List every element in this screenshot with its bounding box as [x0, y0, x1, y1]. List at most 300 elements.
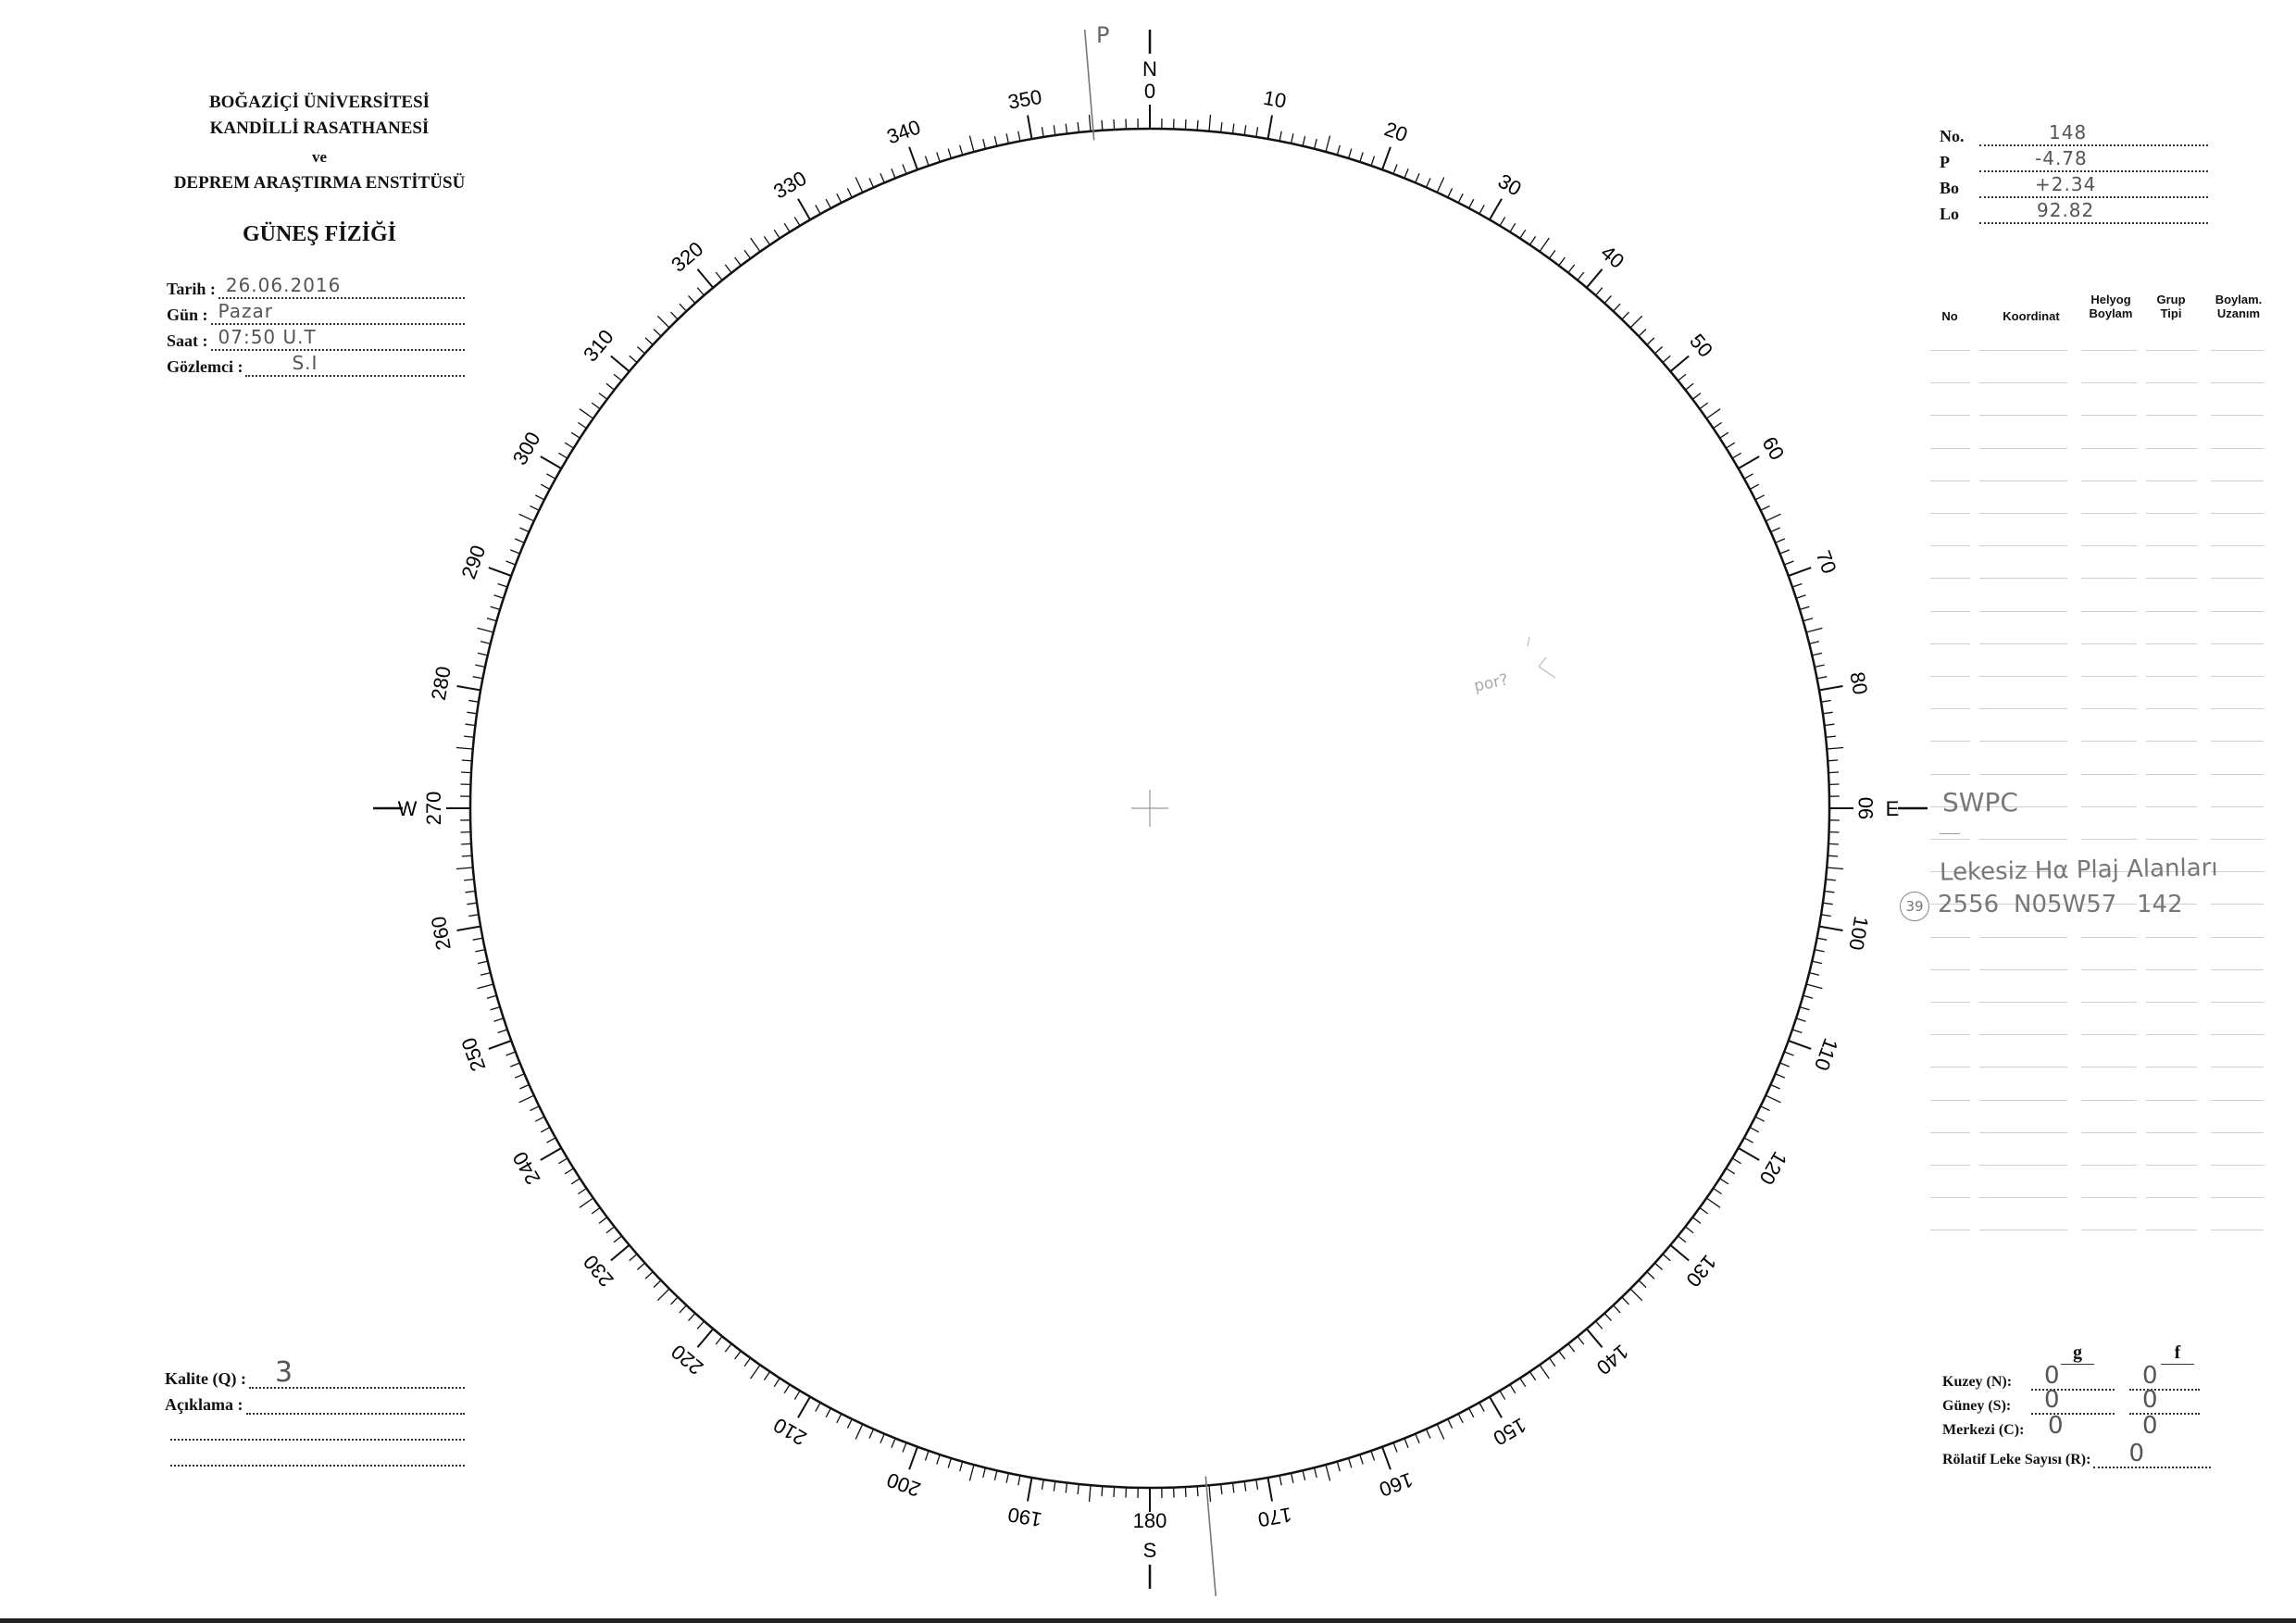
degree-tick [909, 1447, 917, 1470]
degree-tick [697, 288, 704, 295]
degree-tick [1490, 199, 1502, 220]
degree-tick [994, 1470, 997, 1480]
degree-tick [1078, 122, 1079, 132]
gun-label: Gün : [167, 306, 208, 324]
degree-tick [764, 236, 769, 244]
degree-tick [725, 1343, 731, 1352]
degree-tick [1766, 514, 1780, 521]
degree-tick [491, 606, 501, 609]
degree-tick [1796, 595, 1805, 598]
degree-tick [1197, 1486, 1198, 1496]
degree-tick [1823, 712, 1833, 714]
degree-tick [1437, 1424, 1444, 1439]
degree-tick [464, 736, 474, 737]
f-header: f [2161, 1342, 2194, 1365]
degree-label: 350 [1005, 84, 1044, 114]
degree-tick [510, 1063, 519, 1067]
col-header-tipi: Tipi [2160, 306, 2182, 320]
degree-label: 150 [1489, 1413, 1530, 1451]
degree-tick [466, 724, 476, 725]
degree-tick [903, 165, 906, 174]
degree-tick [774, 230, 780, 238]
degree-label: 130 [1681, 1250, 1721, 1292]
degree-tick [489, 568, 512, 576]
degree-tick [1714, 1188, 1722, 1193]
degree-tick [1812, 653, 1822, 655]
degree-tick [869, 178, 874, 187]
degree-tick [1604, 295, 1611, 303]
degree-tick [489, 1041, 512, 1049]
region-number: 2556 [1938, 891, 2000, 918]
degree-tick [1233, 124, 1234, 134]
degree-tick [1789, 568, 1812, 576]
degree-tick [1630, 316, 1642, 328]
degree-tick [671, 1297, 679, 1305]
saat-label: Saat : [167, 331, 208, 350]
degree-tick [1828, 855, 1838, 856]
east-value: 90 [1854, 796, 1878, 820]
guney-g: 0 [2044, 1386, 2061, 1414]
degree-tick [1823, 903, 1833, 905]
guney-f: 0 [2142, 1386, 2159, 1414]
degree-tick [1739, 456, 1760, 468]
degree-label: 80 [1845, 669, 1873, 697]
degree-tick [1692, 1217, 1701, 1224]
degree-tick [1028, 116, 1032, 140]
degree-tick [1828, 843, 1839, 844]
degree-tick [855, 178, 863, 193]
degree-tick [1221, 122, 1222, 132]
degree-tick [744, 250, 751, 258]
swpc-note: SWPC [1942, 787, 2018, 818]
bo-value: +2.34 [2035, 173, 2097, 195]
degree-tick [1828, 760, 1838, 761]
degree-tick [1279, 1476, 1281, 1486]
degree-label: 140 [1591, 1340, 1633, 1380]
degree-tick [478, 961, 488, 964]
degree-tick [1427, 1429, 1431, 1439]
degree-label: 290 [456, 542, 491, 582]
degree-tick [1549, 1358, 1555, 1367]
degree-tick [657, 1289, 669, 1301]
gozlemci-value: S.I [292, 352, 318, 374]
degree-tick [1448, 188, 1453, 197]
degree-tick [1244, 1481, 1246, 1492]
degree-tick [1416, 173, 1419, 182]
degree-tick [1727, 1168, 1735, 1174]
degree-tick [645, 338, 653, 345]
degree-label: 230 [579, 1250, 618, 1292]
degree-tick [1197, 120, 1198, 131]
degree-tick [1458, 1414, 1463, 1423]
degree-tick [1821, 915, 1831, 917]
degree-tick [462, 855, 472, 856]
degree-tick [1755, 495, 1765, 500]
degree-tick [456, 868, 473, 869]
degree-tick [1549, 250, 1555, 258]
degree-label: 110 [1809, 1035, 1843, 1074]
lo-value: 92.82 [2037, 199, 2095, 221]
degree-tick [1437, 178, 1444, 193]
degree-tick [1469, 1408, 1474, 1417]
degree-tick [498, 1030, 507, 1033]
plage-note: Lekesiz Hα Plaj Alanları [1939, 854, 2218, 887]
degree-tick [1540, 1365, 1549, 1379]
degree-tick [926, 156, 930, 166]
degree-tick [506, 561, 516, 565]
degree-tick [969, 1465, 974, 1480]
degree-label: 60 [1757, 432, 1790, 465]
degree-tick [1639, 1280, 1646, 1288]
degree-tick [1416, 1434, 1419, 1443]
degree-tick [614, 1236, 622, 1242]
degree-tick [541, 456, 562, 468]
degree-tick [937, 153, 940, 162]
degree-label: 50 [1685, 329, 1718, 362]
degree-tick [1792, 584, 1802, 588]
degree-tick [487, 995, 497, 998]
degree-tick [1655, 347, 1663, 354]
degree-tick [1268, 116, 1273, 140]
degree-tick [698, 269, 714, 288]
lo-label: Lo [1940, 205, 1960, 223]
degree-tick [698, 1329, 714, 1347]
degree-tick [1066, 1483, 1067, 1493]
degree-tick [1303, 1470, 1305, 1480]
degree-tick [519, 514, 534, 521]
north-label: N [1142, 57, 1157, 81]
degree-tick [487, 618, 497, 621]
degree-tick [784, 223, 790, 231]
degree-tick [461, 772, 471, 773]
degree-tick [1090, 1485, 1092, 1502]
degree-tick [1678, 1236, 1686, 1242]
degree-tick [1114, 1487, 1115, 1497]
degree-tick [630, 1255, 637, 1261]
degree-tick [1360, 153, 1363, 162]
region-number-badge: 39 [1900, 892, 1929, 921]
degree-tick [1792, 1030, 1802, 1033]
degree-tick [1803, 618, 1814, 621]
degree-tick [468, 701, 479, 703]
degree-tick [519, 1095, 534, 1103]
degree-tick [1393, 165, 1397, 174]
degree-tick [1639, 330, 1646, 337]
degree-tick [1315, 1467, 1317, 1478]
degree-label: 310 [579, 325, 618, 367]
degree-tick [937, 1454, 940, 1464]
degree-tick [892, 1439, 895, 1448]
west-label: W [397, 797, 418, 820]
degree-tick [1292, 133, 1293, 144]
degree-tick [1568, 265, 1575, 273]
degree-tick [467, 903, 477, 905]
tarih-value: 26.06.2016 [225, 274, 342, 296]
degree-label: 340 [883, 115, 924, 149]
degree-tick [515, 539, 524, 543]
degree-tick [592, 1207, 600, 1214]
degree-tick [1750, 1128, 1759, 1132]
degree-tick [1337, 145, 1340, 156]
degree-tick [1821, 701, 1831, 703]
degree-label: 100 [1844, 914, 1874, 953]
degree-tick [1066, 124, 1067, 134]
degree-tick [546, 474, 555, 479]
degree-tick [880, 173, 884, 182]
degree-tick [1510, 223, 1516, 231]
degree-tick [1815, 665, 1825, 667]
degree-tick [654, 1280, 661, 1288]
degree-tick [1771, 528, 1780, 532]
west-value: 270 [422, 791, 445, 826]
degree-tick [1622, 312, 1629, 319]
degree-tick [1018, 131, 1020, 142]
tarih-label: Tarih : [167, 280, 216, 298]
degree-tick [826, 199, 830, 208]
region-longitude: 142 [2137, 891, 2183, 918]
degree-tick [794, 1391, 800, 1399]
degree-tick [948, 1458, 951, 1468]
degree-tick [1520, 230, 1526, 238]
degree-tick [983, 1467, 986, 1478]
south-value: 180 [1132, 1509, 1167, 1532]
degree-tick [637, 347, 644, 354]
degree-tick [1404, 169, 1408, 178]
degree-tick [1685, 383, 1693, 390]
degree-tick [794, 217, 800, 225]
degree-tick [1596, 288, 1603, 295]
degree-tick [1784, 561, 1793, 565]
degree-tick [1655, 1263, 1663, 1269]
degree-tick [1326, 136, 1330, 152]
degree-tick [1732, 1158, 1741, 1164]
degree-tick [1700, 1207, 1708, 1214]
degree-tick [1720, 432, 1728, 438]
col-header-uzanim: Uzanım [2216, 306, 2261, 320]
degree-tick [1337, 1462, 1340, 1472]
south-label: S [1142, 1539, 1157, 1562]
degree-tick [1825, 892, 1835, 893]
institution-line-4: DEPREM ARAŞTIRMA ENSTİTÜSÜ [173, 173, 466, 193]
degree-tick [847, 1419, 852, 1429]
degree-tick [519, 1085, 529, 1090]
degree-tick [1614, 1305, 1621, 1313]
degree-tick [475, 665, 485, 667]
degree-tick [1479, 1403, 1484, 1412]
degree-tick [892, 169, 895, 178]
degree-tick [606, 1227, 615, 1233]
degree-tick [1678, 374, 1686, 381]
degree-tick [983, 139, 986, 149]
degree-tick [1427, 178, 1431, 187]
degree-tick [461, 843, 471, 844]
degree-tick [456, 748, 473, 750]
degree-tick [1803, 995, 1814, 998]
degree-tick [689, 295, 695, 303]
degree-tick [614, 374, 622, 381]
no-label: No. [1940, 127, 1965, 145]
degree-tick [716, 272, 722, 281]
degree-tick [1604, 1314, 1611, 1321]
institution-line-3: ve [311, 148, 328, 166]
degree-tick [1018, 1476, 1020, 1486]
degree-tick [1766, 1095, 1780, 1103]
degree-tick [1647, 338, 1654, 345]
degree-tick [1750, 484, 1759, 489]
degree-tick [478, 653, 488, 655]
degree-tick [784, 1385, 790, 1393]
degree-tick [1256, 1479, 1258, 1490]
degree-tick [637, 1263, 644, 1269]
degree-tick [869, 1429, 874, 1439]
kalite-value: 3 [274, 1356, 294, 1389]
degree-tick [1042, 1479, 1044, 1490]
degree-tick [1540, 238, 1549, 252]
degree-tick [1761, 1106, 1770, 1111]
col-header-grup: Grup [2156, 293, 2186, 306]
degree-tick [1279, 131, 1281, 142]
bo-label: Bo [1940, 179, 1960, 197]
rolatif-label: Rölatif Leke Sayısı (R): [1942, 1452, 2091, 1467]
degree-tick [1670, 1245, 1689, 1261]
degree-tick [798, 1397, 810, 1418]
degree-label: 250 [456, 1034, 491, 1075]
degree-label: 120 [1754, 1147, 1792, 1189]
degree-tick [1827, 748, 1843, 750]
degree-tick [1510, 1385, 1516, 1393]
degree-tick [1663, 356, 1670, 362]
degree-tick [467, 712, 477, 714]
degree-tick [1739, 1148, 1760, 1160]
degree-label: 40 [1596, 240, 1629, 273]
region-coords: N05W57 [2014, 891, 2117, 918]
degree-tick [1393, 1442, 1397, 1452]
degree-tick [1670, 356, 1689, 372]
degree-tick [1404, 1439, 1408, 1448]
pore-note: por? [1472, 670, 1510, 696]
degree-label: 330 [769, 166, 811, 204]
degree-tick [1819, 927, 1843, 931]
degree-tick [654, 330, 661, 337]
degree-tick [1303, 136, 1305, 146]
degree-tick [599, 1217, 607, 1224]
degree-tick [491, 1007, 501, 1010]
degree-tick [1458, 194, 1463, 203]
gozlemci-label: Gözlemci : [167, 357, 243, 376]
degree-tick [565, 1168, 573, 1174]
degree-tick [1520, 1379, 1526, 1387]
degree-label: 170 [1255, 1503, 1294, 1532]
degree-tick [462, 760, 472, 761]
degree-tick [735, 1351, 742, 1359]
degree-tick [1806, 984, 1822, 989]
degree-tick [764, 1372, 769, 1380]
degree-tick [1054, 125, 1055, 135]
degree-tick [1714, 422, 1722, 428]
degree-tick [1114, 119, 1115, 130]
degree-tick [725, 265, 731, 273]
degree-label: 240 [507, 1147, 545, 1189]
degree-tick [798, 199, 810, 220]
degree-tick [580, 1198, 593, 1207]
degree-tick [903, 1442, 906, 1452]
degree-tick [478, 984, 493, 989]
degree-tick [571, 1179, 580, 1184]
degree-tick [558, 1158, 567, 1164]
saat-value: 07:50 U.T [218, 326, 317, 348]
degree-tick [697, 1321, 704, 1329]
degree-tick [1819, 686, 1843, 691]
degree-tick [1587, 269, 1603, 288]
degree-tick [1630, 1289, 1642, 1301]
degree-tick [1685, 1227, 1693, 1233]
degree-tick [1806, 628, 1822, 632]
degree-label: 300 [507, 428, 545, 469]
degree-tick [1360, 1454, 1363, 1464]
degree-tick [1809, 973, 1819, 976]
p-label: P [1940, 153, 1950, 171]
degree-tick [1054, 1481, 1055, 1492]
degree-tick [1102, 1486, 1103, 1496]
degree-tick [1700, 403, 1708, 409]
degree-tick [535, 1117, 544, 1121]
degree-tick [1720, 1179, 1728, 1184]
degree-tick [1315, 139, 1317, 149]
degree-label: 220 [667, 1340, 708, 1380]
degree-tick [457, 686, 481, 691]
degree-tick [1578, 272, 1584, 281]
degree-tick [1647, 1272, 1654, 1280]
degree-tick [1692, 393, 1701, 400]
degree-tick [1233, 1483, 1234, 1493]
north-value: 0 [1143, 80, 1156, 103]
degree-tick [1529, 236, 1535, 244]
degree-tick [1500, 217, 1505, 225]
degree-label: 200 [883, 1467, 924, 1502]
degree-tick [1744, 474, 1753, 479]
degree-tick [657, 316, 669, 328]
degree-label: 30 [1493, 169, 1526, 201]
degree-tick [1825, 724, 1835, 725]
degree-tick [1809, 642, 1819, 644]
p-axis-label: P [1096, 21, 1110, 48]
degree-tick [1500, 1391, 1505, 1399]
degree-tick [1780, 1063, 1790, 1067]
degree-tick [1090, 115, 1092, 131]
page-title: GÜNEŞ FİZİĞİ [242, 222, 397, 246]
degree-tick [571, 432, 580, 438]
degree-tick [1815, 950, 1825, 952]
degree-tick [1614, 304, 1621, 311]
degree-tick [1800, 1007, 1810, 1010]
degree-tick [1256, 127, 1258, 137]
col-header-helyog: Helyog [2090, 293, 2131, 306]
degree-label: 190 [1005, 1503, 1044, 1532]
degree-tick [969, 136, 974, 152]
degree-tick [735, 257, 742, 266]
degree-tick [1706, 409, 1720, 418]
degree-tick [837, 194, 842, 203]
degree-tick [1828, 772, 1839, 773]
degree-tick [1771, 1085, 1780, 1090]
degree-tick [473, 938, 483, 940]
degree-tick [880, 1434, 884, 1443]
degree-tick [1209, 115, 1211, 131]
degree-tick [1349, 149, 1352, 159]
degree-tick [494, 1018, 504, 1021]
degree-tick [578, 422, 586, 428]
degree-tick [671, 312, 679, 319]
